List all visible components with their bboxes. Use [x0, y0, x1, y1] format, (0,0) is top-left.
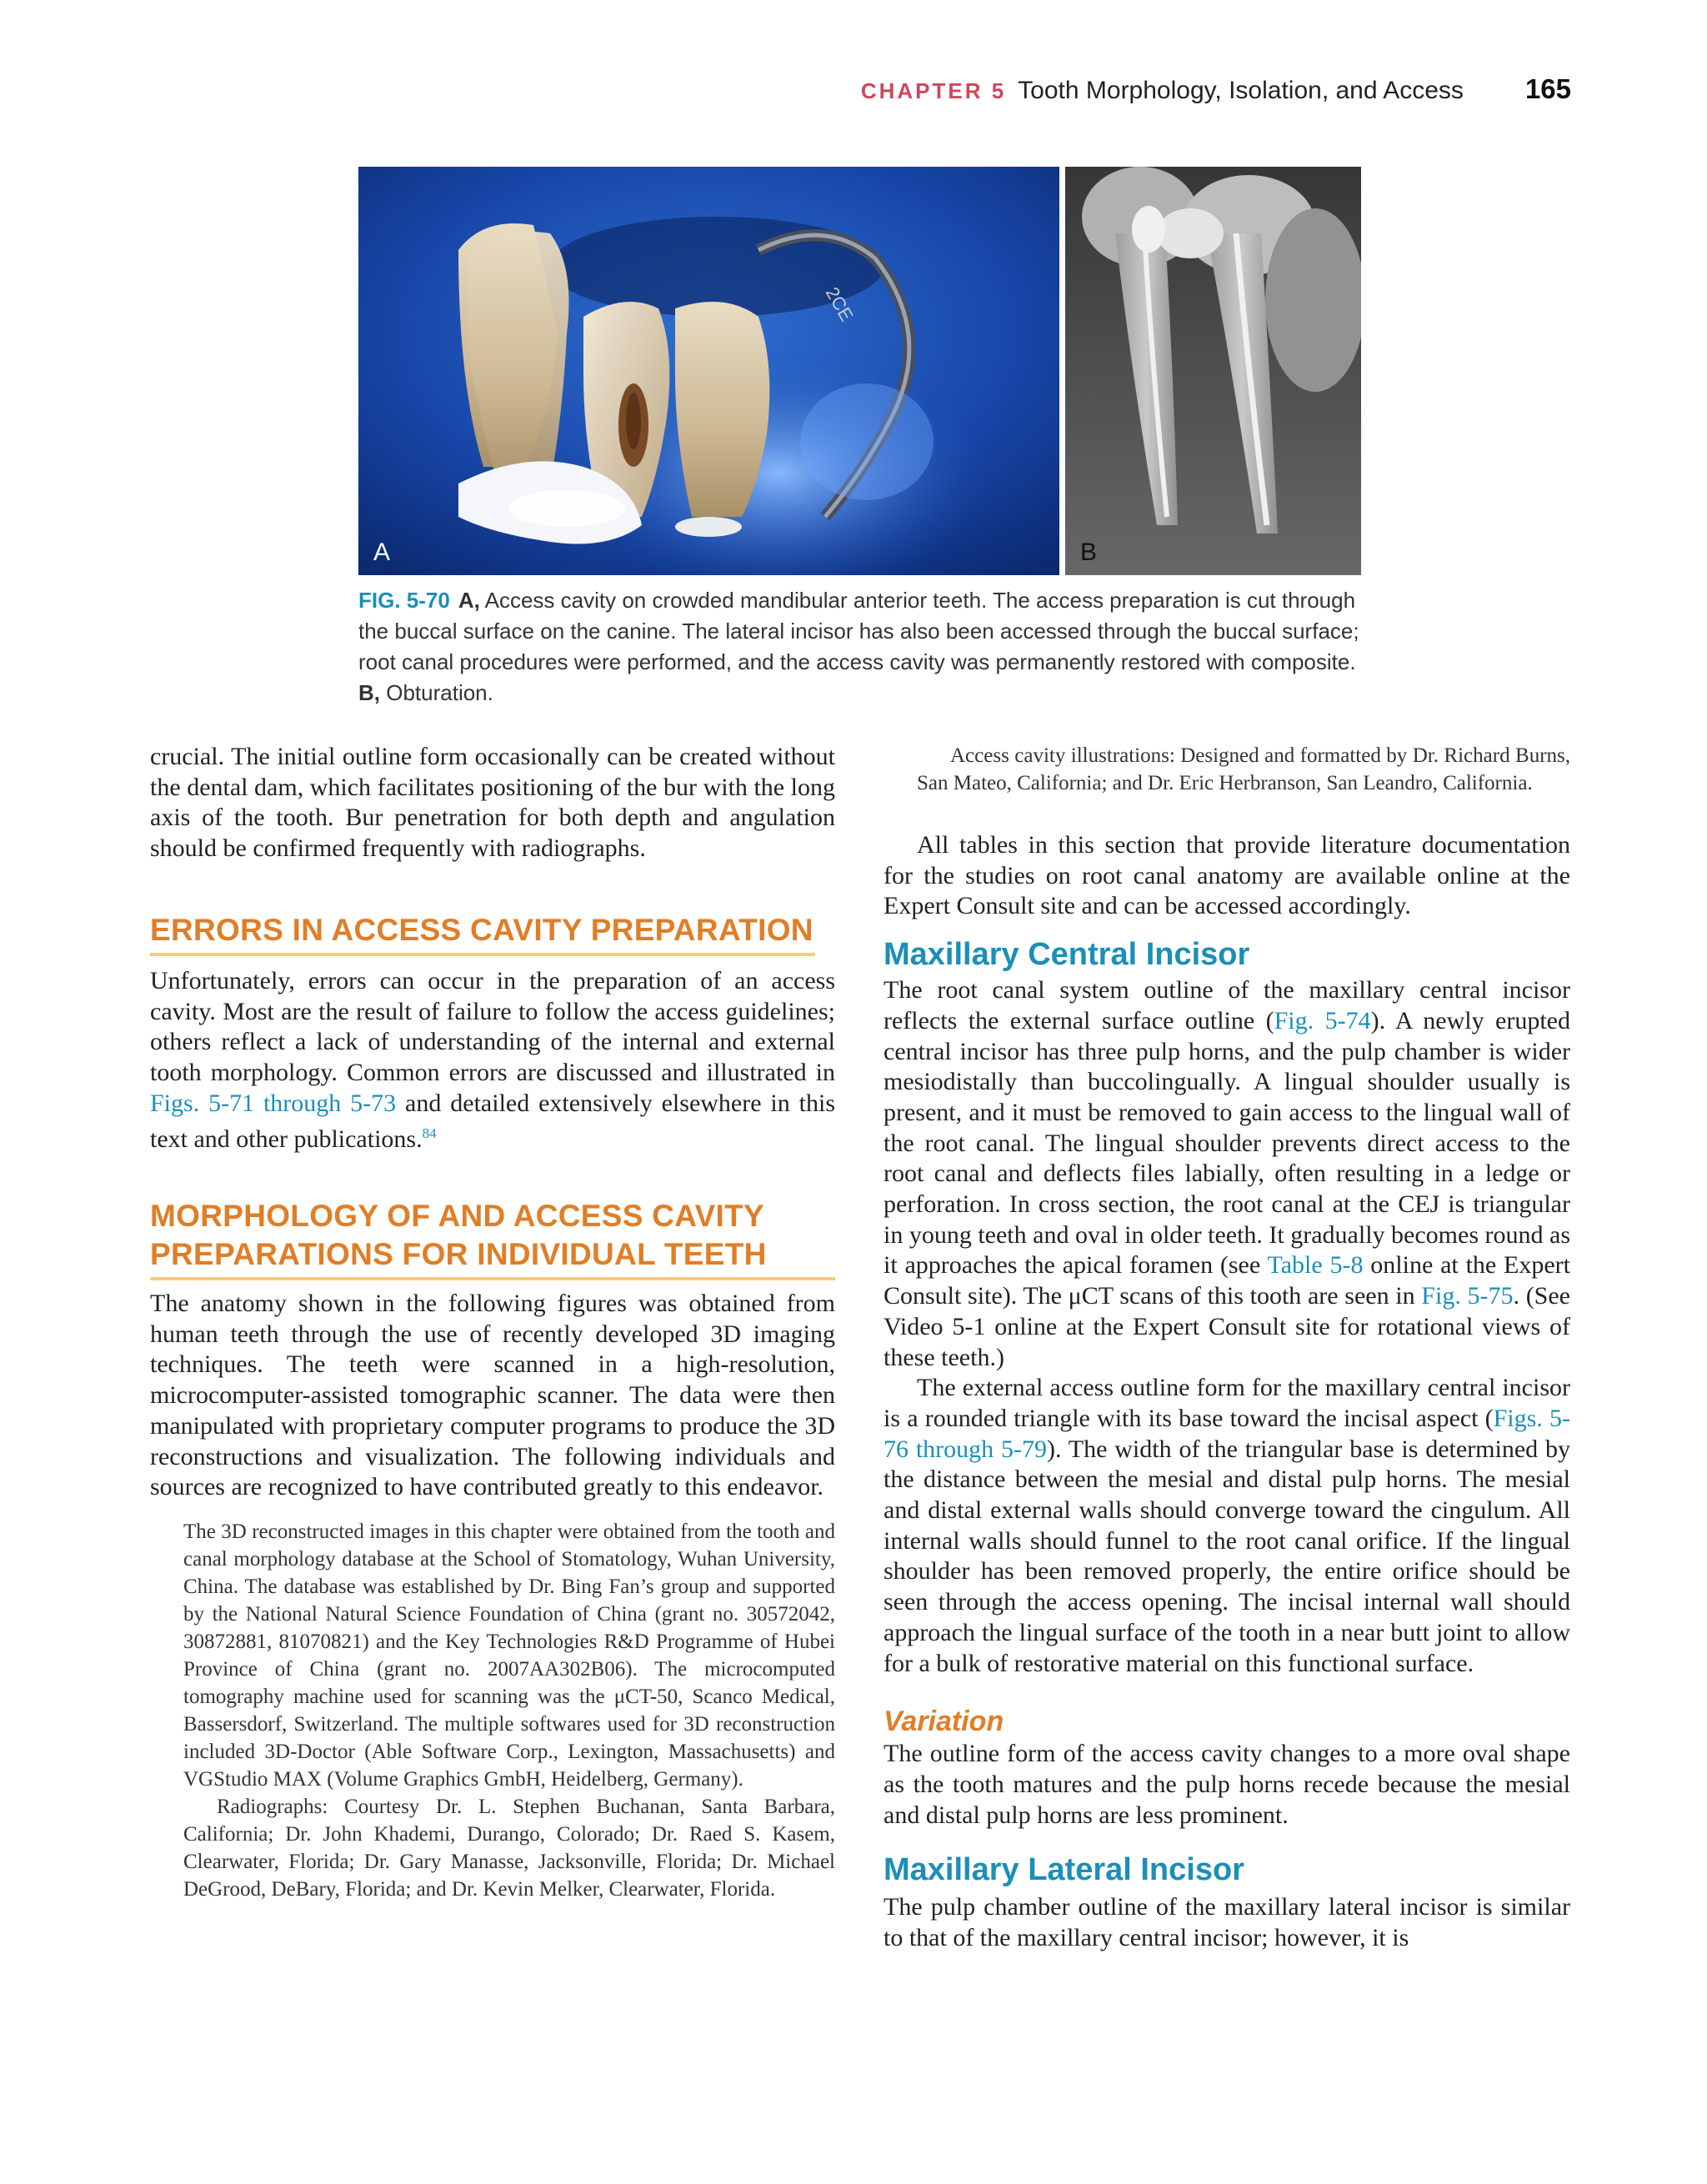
central-text-4: . (See Video 5-1 online at the Expert Consult site for rotational views of these teeth.) — [884, 1282, 1570, 1371]
central-text-3: online at the Expert Consult site). The μCT scans of this tooth are seen in — [884, 1251, 1570, 1310]
clamp-marking: 2CE — [821, 283, 858, 325]
heading-errors-in-access: ERRORS IN ACCESS CAVITY PREPARATION — [150, 911, 815, 956]
link-fig-5-74[interactable]: Fig. 5-74 — [1274, 1006, 1371, 1034]
central-text-2: ). A newly erupted central incisor has three pulp horns, and the pulp chamber is wider mesiodistally than buccolingually. A lingual shoulder usually is present, and it must be removed to gain access to the lingual wall of the root canal. The lingual shoulder prevents direct access to the root canal and deflects files labially, often resulting in a ledge or perforation. In cross section, the root canal at the CEJ is triangular in young teeth and oval in older teeth. It gradually becomes round as it approaches the apical foramen (see — [884, 1006, 1570, 1280]
ack-3d-images: The 3D reconstructed images in this chapter were obtained from the tooth and canal morphology database at the School of Stomatology, Wuhan University, China. The database was established by Dr. Bing Fan’s group and supported by the National Natural Science Foundation of China (grant no. 30572042, 30872881, 81070821) and the Key Technologies R&D Programme of Hubei Province of China (grant no. 2007AA302B06). The microcomputed tomography machine used for scanning was the μCT-50, Scanco Medical, Bassersdorf, Switzerland. The multiple softwares used for 3D reconstruction included 3D-Doctor (Able Software Corp., Lexington, Massachusetts) and VGStudio MAX (Volume Graphics GmbH, Heidelberg, Germany). — [183, 1520, 835, 1791]
chapter-title: Tooth Morphology, Isolation, and Access — [1018, 77, 1464, 104]
paragraph-central-incisor — [884, 975, 1570, 1373]
figure-5-70-panel-a-photo — [358, 167, 1059, 575]
ack-radiographs: Radiographs: Courtesy Dr. L. Stephen Buchanan, Santa Barbara, California; Dr. John Khademi, Durango, Colorado; Dr. Raed S. Kasem, Clearwater, Florida; Dr. Gary Manasse, Jacksonville, Florida; Dr. Michael DeGrood, DeBary, Florida; and Dr. Kevin Melker, Clearwater, Florida. — [183, 1795, 835, 1901]
right-column — [884, 742, 1570, 1954]
acknowledgments-block — [150, 1518, 835, 1903]
heading-variation: Variation — [884, 1706, 1004, 1738]
paragraph-variation: The outline form of the access cavity changes to a more oval shape as the tooth matures and the pulp horns recede because the mesial and distal pulp horns are less prominent. — [884, 1740, 1570, 1829]
ack-illustrations: Access cavity illustrations: Designed and formatted by Dr. Richard Burns, San Mateo, California; and Dr. Eric Herbranson, San Leandro, California. — [917, 744, 1570, 794]
link-table-5-8[interactable]: Table 5-8 — [1267, 1251, 1364, 1280]
radiograph-illustration — [1065, 167, 1361, 575]
heading-maxillary-central-incisor: Maxillary Central Incisor — [884, 937, 1250, 973]
left-column — [150, 742, 835, 1903]
paragraph-lateral-incisor: The pulp chamber outline of the maxillary lateral incisor is similar to that of the maxillary central incisor; however, it is — [884, 1893, 1570, 1952]
central-text-1: The root canal system outline of the maxillary central incisor reflects the external surface outline ( — [884, 976, 1570, 1034]
reference-84[interactable]: 84 — [422, 1125, 437, 1142]
caption-marker-a: A, — [458, 588, 480, 613]
paragraph-errors-text-end: and detailed extensively elsewhere in this text and other publications. — [150, 1089, 836, 1154]
panel-b-label: B — [1080, 538, 1098, 566]
link-fig-5-75[interactable]: Fig. 5-75 — [1421, 1282, 1514, 1310]
figure-5-70-panel-b-radiograph — [1065, 167, 1361, 575]
paragraph-errors — [150, 966, 835, 1155]
link-figs-5-76-5-79[interactable]: Figs. 5-76 through 5-79 — [884, 1404, 1570, 1463]
paragraph-tables-online: All tables in this section that provide literature documentation for the studies on root canal anatomy are available online at the Expert Consult site and can be accessed accordingly. — [884, 831, 1570, 920]
figure-caption — [358, 585, 1363, 709]
ack-illustrations-block — [884, 742, 1570, 797]
figure-label: FIG. 5-70 — [358, 588, 450, 613]
page-number: 165 — [1524, 73, 1571, 104]
caption-text-a: Access cavity on crowded mandibular anterior teeth. The access preparation is cut through the buccal surface on the canine. The lateral incisor has also been accessed through the buccal surface; root canal procedures were performed, and the access cavity was permanently restored with composite. — [358, 588, 1359, 674]
caption-marker-b: B, — [358, 680, 380, 705]
link-figs-5-71-5-73[interactable]: Figs. 5-71 through 5-73 — [150, 1089, 397, 1117]
caption-text-b: Obturation. — [386, 680, 493, 705]
access-text-2: ). The width of the triangular base is determined by the distance between the mesial and distal pulp horns. The mesial and distal external walls should converge toward the cingulum. All internal walls should funnel to the root canal orifice. If the lingual shoulder has been removed properly, the entire orifice should be seen through the access opening. The incisal internal wall should approach the lingual surface of the tooth in a near butt joint to allow for a bulk of restorative material on this functional surface. — [884, 1435, 1570, 1677]
paragraph-errors-text: Unfortunately, errors can occur in the preparation of an access cavity. Most are the result of failure to follow the access guidelines; others reflect a lack of understanding of the internal and external tooth morphology. Common errors are discussed and illustrated in — [150, 966, 835, 1086]
paragraph-external-access — [884, 1373, 1570, 1679]
clinical-photo-illustration — [358, 167, 1059, 575]
heading-maxillary-lateral-incisor: Maxillary Lateral Incisor — [884, 1852, 1244, 1888]
running-head — [861, 73, 1571, 105]
paragraph-anatomy: The anatomy shown in the following figures was obtained from human teeth through the use of recently developed 3D imaging techniques. The teeth were scanned in a high-resolution, microcomputer-assisted tomographic scanner. The data were then manipulated with proprietary computer programs to produce the 3D reconstructions and visualization. The following individuals and sources are recognized to have contributed greatly to this endeavor. — [150, 1290, 835, 1501]
panel-a-label: A — [373, 538, 391, 566]
heading-morphology-access: MORPHOLOGY OF AND ACCESS CAVITY PREPARATIONS FOR INDIVIDUAL TEETH — [150, 1197, 835, 1280]
access-text-1: The external access outline form for the maxillary central incisor is a rounded triangle with its base toward the incisal aspect ( — [884, 1374, 1570, 1432]
chapter-label: CHAPTER 5 — [860, 78, 1007, 103]
paragraph-crucial: crucial. The initial outline form occasionally can be created without the dental dam, which facilitates positioning of the bur with the long axis of the tooth. Bur penetration for both depth and angulation should be confirmed frequently with radiographs. — [150, 743, 835, 863]
